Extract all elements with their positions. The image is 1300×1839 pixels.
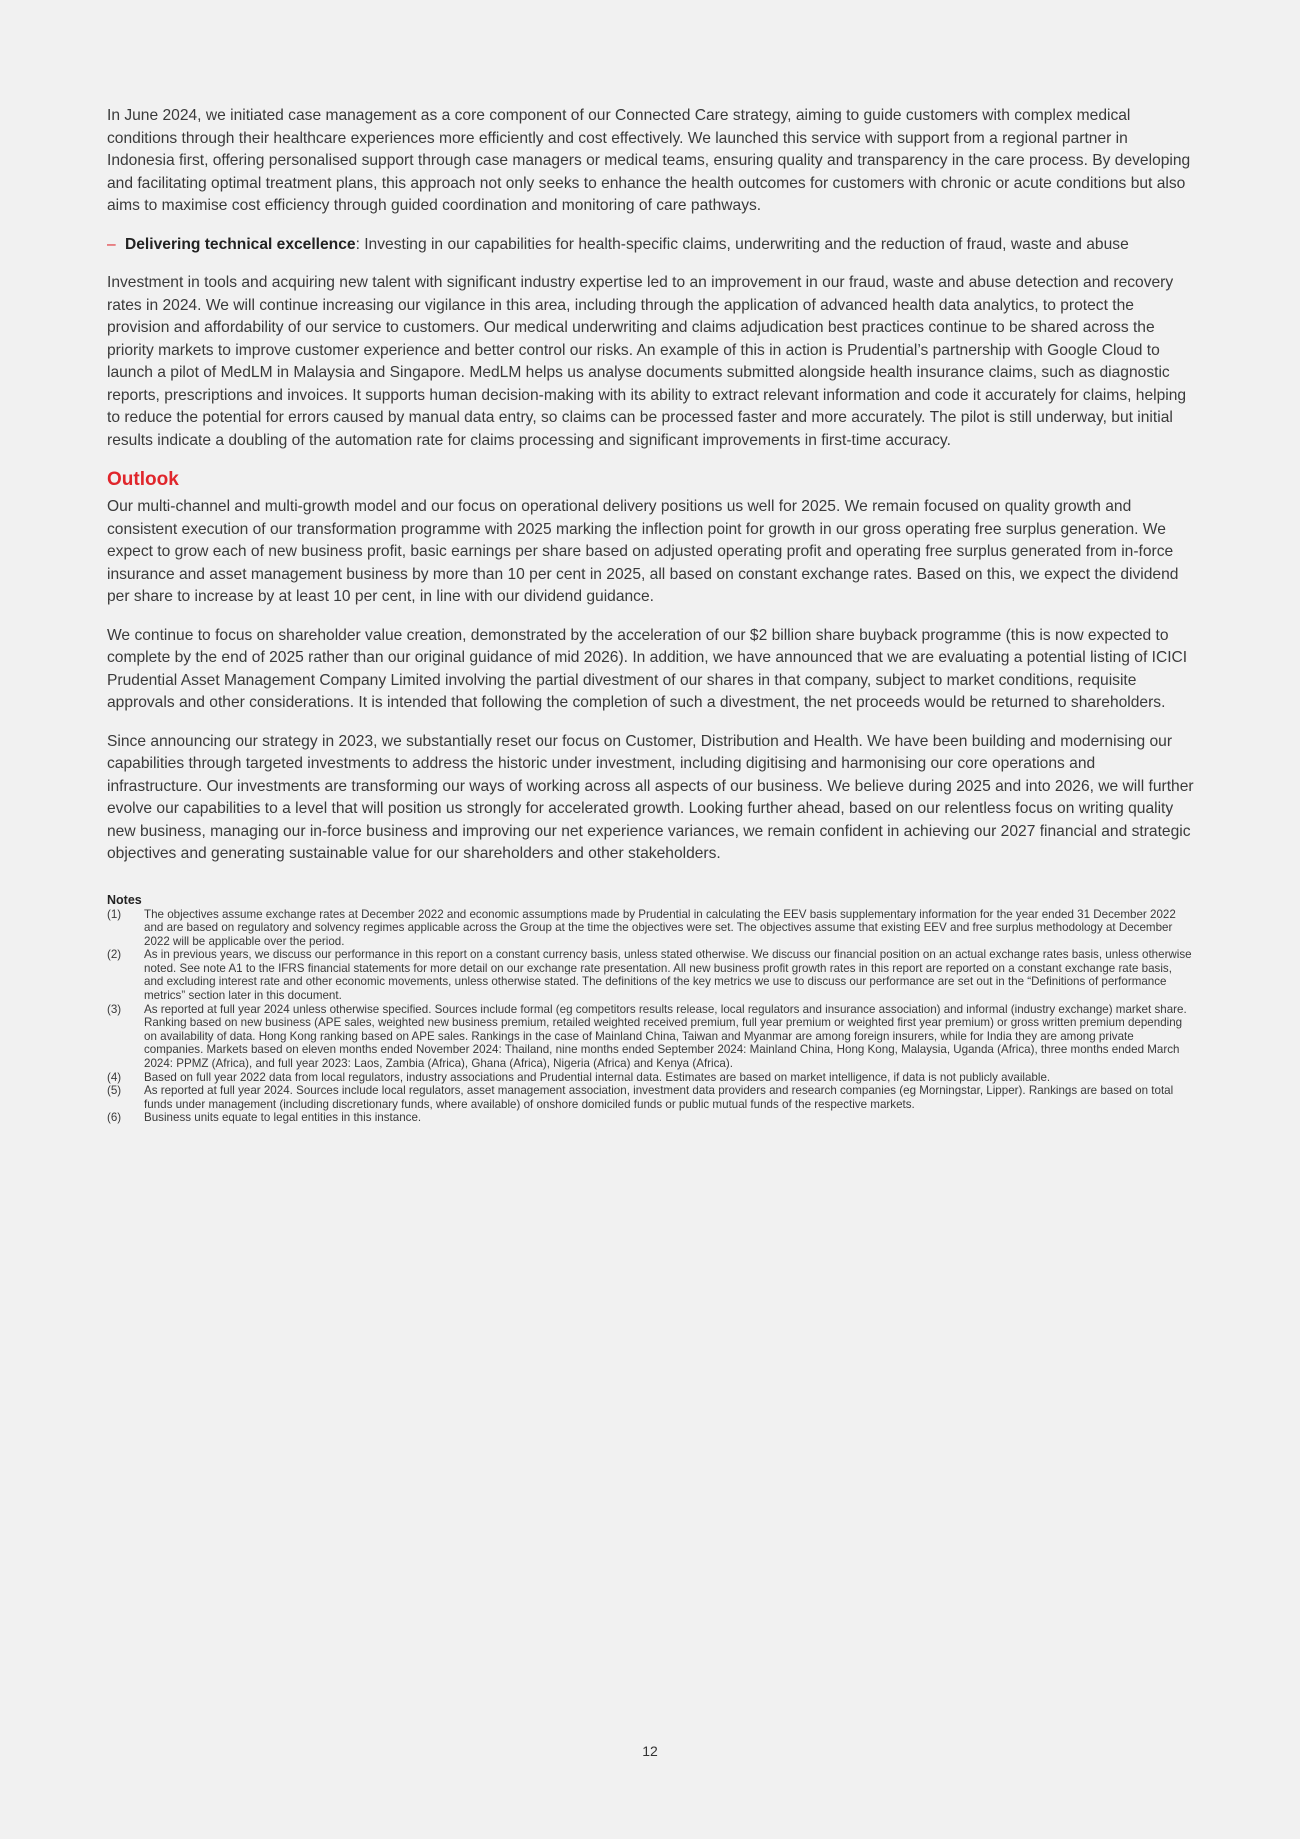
note-item: [107, 1111, 1194, 1125]
note-text: As reported at full year 2024 unless otherwise specified. Sources include formal (eg competitors results release, local regulators and insurance association) and informal (industry exchange) market share. Ranking based on new business (APE sales, weighted new business premium, retailed weighted received premium, full year premium or weighted first year premium) or gross written premium depending on availability of data. Hong Kong ranking based on APE sales. Rankings in the case of Mainland China, Taiwan and Myanmar are among foreign insurers, while for India they are among private companies. Markets based on eleven months ended November 2024: Thailand, nine months ended September 2024: Mainland China, Hong Kong, Malaysia, Uganda (Africa), three months ended March 2024: PPMZ (Africa), and full year 2023: Laos, Zambia (Africa), Ghana (Africa), Nigeria (Africa) and Kenya (Africa).: [144, 1002, 1187, 1071]
note-item: [107, 948, 1194, 1002]
paragraph-fraud-detection: Investment in tools and acquiring new talent with significant industry expertise led to an improvement in our fraud, waste and abuse detection and recovery rates in 2024. We will continue increasing our vigilance in this area, including through the application of advanced health data analytics, to protect the provision and affordability of our service to customers. Our medical underwriting and claims adjudication best practices continue to be shared across the priority markets to improve customer experience and better control our risks. An example of this in action is Prudential’s partnership with Google Cloud to launch a pilot of MedLM in Malaysia and Singapore. MedLM helps us analyse documents submitted alongside health insurance claims, such as diagnostic reports, prescriptions and invoices. It supports human decision-making with its ability to extract relevant information and code it accurately for claims, helping to reduce the potential for errors caused by manual data entry, so claims can be processed faster and more accurately. The pilot is still underway, but initial results indicate a doubling of the automation rate for claims processing and significant improvements in first-time accuracy.: [107, 274, 1187, 449]
note-number: (5): [107, 1084, 122, 1098]
note-number: (1): [107, 907, 122, 921]
paragraph-case-management: In June 2024, we initiated case management as a core component of our Connected Care strategy, aiming to guide customers with complex medical conditions through their healthcare experiences more efficiently and cost effectively. We launched this service with support from a regional partner in Indonesia first, offering personalised support through case managers or medical teams, ensuring quality and transparency in the care process. By developing and facilitating optimal treatment plans, this approach not only seeks to enhance the health outcomes for customers with chronic or acute conditions but also aims to maximise cost efficiency through guided coordination and monitoring of care pathways.: [107, 107, 1191, 214]
notes-section: [107, 892, 1194, 1126]
notes-title: Notes: [107, 892, 142, 907]
note-text: As reported at full year 2024. Sources include local regulators, asset management association, investment data providers and research companies (eg Morningstar, Lipper). Rankings are based on total funds under management (including discretionary funds, where available) of onshore domiciled funds or public mutual funds of the respective markets.: [144, 1084, 1174, 1111]
note-number: (2): [107, 948, 122, 962]
bullet-body-text: : Investing in our capabilities for health-specific claims, underwriting and the reduction of fraud, waste and abuse: [355, 235, 1129, 253]
document-page: [107, 105, 1194, 1125]
note-number: (4): [107, 1070, 122, 1084]
bullet-technical-excellence: [107, 234, 1194, 257]
note-text: As in previous years, we discuss our performance in this report on a constant currency basis, unless stated otherwise. We discuss our financial position on an actual exchange rates basis, unless otherwise noted. See note A1 to the IFRS financial statements for more detail on our exchange rate presentation. All new business profit growth rates in this report are reported on a constant exchange rate basis, and excluding interest rate and other economic movements, unless otherwise stated. The definitions of the key metrics we use to discuss our performance are set out in the “Definitions of performance metrics” section later in this document.: [144, 948, 1192, 1003]
outlook-paragraph-2: We continue to focus on shareholder value creation, demonstrated by the acceleration of our $2 billion share buyback programme (this is now expected to complete by the end of 2025 rather than our original guidance of mid 2026). In addition, we have announced that we are evaluating a potential listing of ICICI Prudential Asset Management Company Limited involving the partial divestment of our shares in that company, subject to market conditions, requisite approvals and other considerations. It is intended that following the completion of such a divestment, the net proceeds would be returned to shareholders.: [107, 626, 1188, 711]
note-item: [107, 1084, 1194, 1111]
bullet-lead-text: Delivering technical excellence: [125, 235, 356, 253]
note-item: [107, 1071, 1194, 1085]
note-item: [107, 908, 1194, 949]
outlook-paragraph-3: Since announcing our strategy in 2023, we substantially reset our focus on Customer, Distribution and Health. We have been building and modernising our capabilities through targeted investments to address the historic under investment, including digitising and harmonising our core operations and infrastructure. Our investments are transforming our ways of working across all aspects of our business. We believe during 2025 and into 2026, we will further evolve our capabilities to a level that will position us strongly for accelerated growth. Looking further ahead, based on our relentless focus on writing quality new business, managing our in-force business and improving our net experience variances, we remain confident in achieving our 2027 financial and strategic objectives and generating sustainable value for our shareholders and other stakeholders.: [107, 732, 1194, 862]
note-number: (6): [107, 1111, 122, 1125]
note-text: Business units equate to legal entities in this instance.: [144, 1111, 422, 1125]
outlook-paragraph-1: Our multi-channel and multi-growth model and our focus on operational delivery positions us well for 2025. We remain focused on quality growth and consistent execution of our transformation programme with 2025 marking the inflection point for growth in our gross operating free surplus generation. We expect to grow each of new business profit, basic earnings per share based on adjusted operating profit and operating free surplus generated from in-force insurance and asset management business by more than 10 per cent in 2025, all based on constant exchange rates. Based on this, we expect the dividend per share to increase by at least 10 per cent, in line with our dividend guidance.: [107, 498, 1179, 605]
note-text: The objectives assume exchange rates at December 2022 and economic assumptions made by Prudential in calculating the EEV basis supplementary information for the year ended 31 December 2022 and are based on regulatory and solvency regimes applicable across the Group at the time the objectives were set. The objectives assume that existing EEV and free surplus methodology at December 2022 will be applicable over the period.: [144, 907, 1176, 948]
note-text: Based on full year 2022 data from local regulators, industry associations and Prudential internal data. Estimates are based on market intelligence, if data is not publicly available.: [144, 1070, 1051, 1084]
note-number: (3): [107, 1002, 122, 1016]
page-number: 12: [642, 1743, 658, 1759]
note-item: [107, 1003, 1194, 1071]
outlook-heading: Outlook: [107, 469, 179, 490]
bullet-dash: –: [107, 235, 116, 253]
